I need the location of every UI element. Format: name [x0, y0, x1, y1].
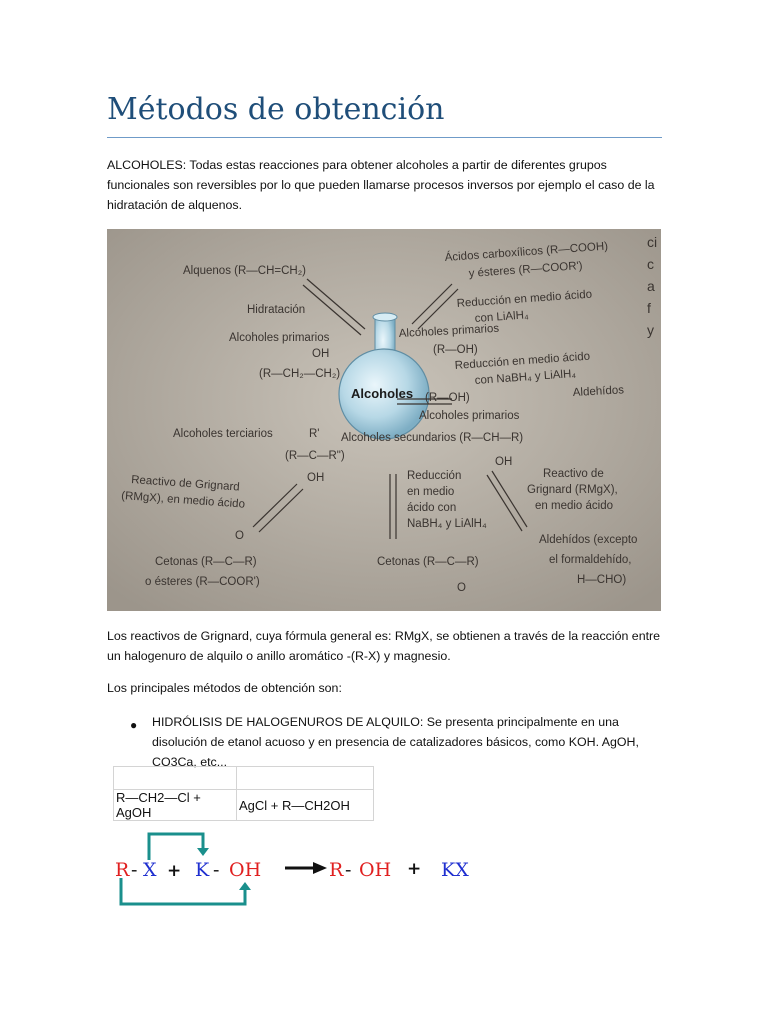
label-alc-prim-left: Alcoholes primarios	[229, 332, 330, 344]
label-acidos: Ácidos carboxílicos (R—COOH)	[444, 240, 609, 264]
label-red3-2: en medio	[407, 486, 455, 498]
label-con-nabh4: con NaBH₄ y LiAlH₄	[474, 367, 577, 387]
reactant-oh: OH	[229, 859, 262, 881]
reactant-x: X	[143, 859, 157, 881]
svg-text:c: c	[647, 256, 654, 272]
reactant-r: R	[115, 859, 130, 881]
center-label: Alcoholes	[351, 386, 414, 401]
equation-left: R—CH2—Cl + AgOH	[114, 790, 237, 821]
label-formula-terc: (R—C—R")	[285, 450, 345, 462]
label-grignard-left2: (RMgX), en medio ácido	[120, 490, 246, 511]
label-red3-1: Reducción	[407, 470, 462, 482]
reactant-k: K	[195, 859, 210, 881]
svg-text:y: y	[647, 322, 654, 338]
label-alc-prim-bottom: Alcoholes primarios	[419, 410, 520, 422]
label-oh-sec: OH	[495, 456, 513, 468]
reaction-arrows	[121, 834, 245, 904]
label-alc-terc: Alcoholes terciarios	[173, 428, 273, 440]
label-red3-3: ácido con	[407, 502, 457, 514]
label-esteres: y ésteres (R—COOR')	[468, 260, 583, 280]
svg-text:a: a	[647, 278, 655, 294]
label-grignard-right1: Reactivo de	[543, 468, 604, 480]
label-r-prime: R'	[309, 428, 320, 440]
label-ald-ex2: el formaldehído,	[549, 554, 632, 566]
label-o-mid: O	[457, 582, 466, 594]
label-alc-sec: Alcoholes secundarios (R—CH—R)	[341, 432, 524, 444]
label-grignard-right2: Grignard (RMgX),	[527, 484, 618, 496]
label-grignard-right3: en medio ácido	[535, 500, 613, 512]
svg-text:ci: ci	[647, 234, 658, 250]
product-oh: OH	[359, 859, 392, 881]
product-kx: KX	[441, 859, 469, 881]
intro-paragraph: ALCOHOLES: Todas estas reacciones para obtener alcoholes a partir de diferentes grupos funcionales son reversibles por lo que pueden llamarse procesos inversos por ejemplo el caso de la hidratación de alquenos.	[107, 158, 655, 212]
bullet-hidrolisis: HIDRÓLISIS DE HALOGENUROS DE ALQUILO: Se presenta principalmente en una disolución de etanol acuoso y en presencia de catalizadores básicos, como KOH. AgOH, CO3Ca, etc...	[152, 715, 639, 769]
plus-1: +	[167, 861, 182, 881]
label-red3-4: NaBH₄ y LiAlH₄	[407, 518, 487, 530]
label-o-left: O	[235, 530, 244, 542]
label-formula-left: (R—CH₂—CH₂)	[259, 368, 341, 380]
reaction-arrow-icon	[285, 862, 327, 874]
label-grignard-left1: Reactivo de Grignard	[130, 474, 241, 494]
reaction-scheme	[107, 828, 487, 913]
label-alquenos: Alquenos (R—CH=CH₂)	[183, 265, 307, 277]
label-r-oh2: (R—OH)	[425, 392, 470, 404]
page-title: Métodos de obtención	[107, 92, 445, 127]
equation-right: AgCl + R—CH2OH	[237, 790, 374, 821]
grignard-paragraph: Los reactivos de Grignard, cuya fórmula general es: RMgX, se obtienen a través de la reacción entre un halogenuro de alquilo o anillo aromático -(R-X) y magnesio.	[107, 629, 661, 663]
label-ald-ex1: Aldehídos (excepto	[539, 534, 638, 546]
plus-2: +	[407, 859, 422, 879]
label-ald-ex3: H—CHO)	[577, 574, 627, 586]
label-cetonas-mid: Cetonas (R—C—R)	[377, 556, 479, 568]
label-oh-left: OH	[312, 348, 330, 360]
label-con-lialh4: con LiAlH₄	[474, 309, 529, 325]
bullet-icon: ●	[130, 718, 138, 732]
label-alc-prim-right: Alcoholes primarios	[398, 322, 500, 340]
equation-table	[113, 766, 374, 821]
dash-3: -	[345, 859, 352, 881]
title-underline	[107, 137, 662, 138]
label-oh-terc: OH	[307, 472, 325, 484]
label-r-oh-right: (R—OH)	[433, 344, 478, 356]
label-aldehidos: Aldehídos	[572, 384, 625, 399]
product-r: R	[329, 859, 344, 881]
label-reduccion2: Reducción en medio ácido	[454, 350, 591, 372]
dash-1: -	[131, 859, 138, 881]
label-reduccion1: Reducción en medio ácido	[456, 288, 593, 310]
alcohols-diagram-photo	[107, 229, 661, 611]
label-cetonas-left2: o ésteres (R—COOR')	[145, 576, 260, 588]
label-cetonas-left1: Cetonas (R—C—R)	[155, 556, 257, 568]
methods-intro: Los principales métodos de obtención son:	[107, 681, 342, 695]
dash-2: -	[213, 859, 220, 881]
svg-text:f: f	[647, 300, 651, 316]
label-hidratacion: Hidratación	[247, 304, 306, 316]
